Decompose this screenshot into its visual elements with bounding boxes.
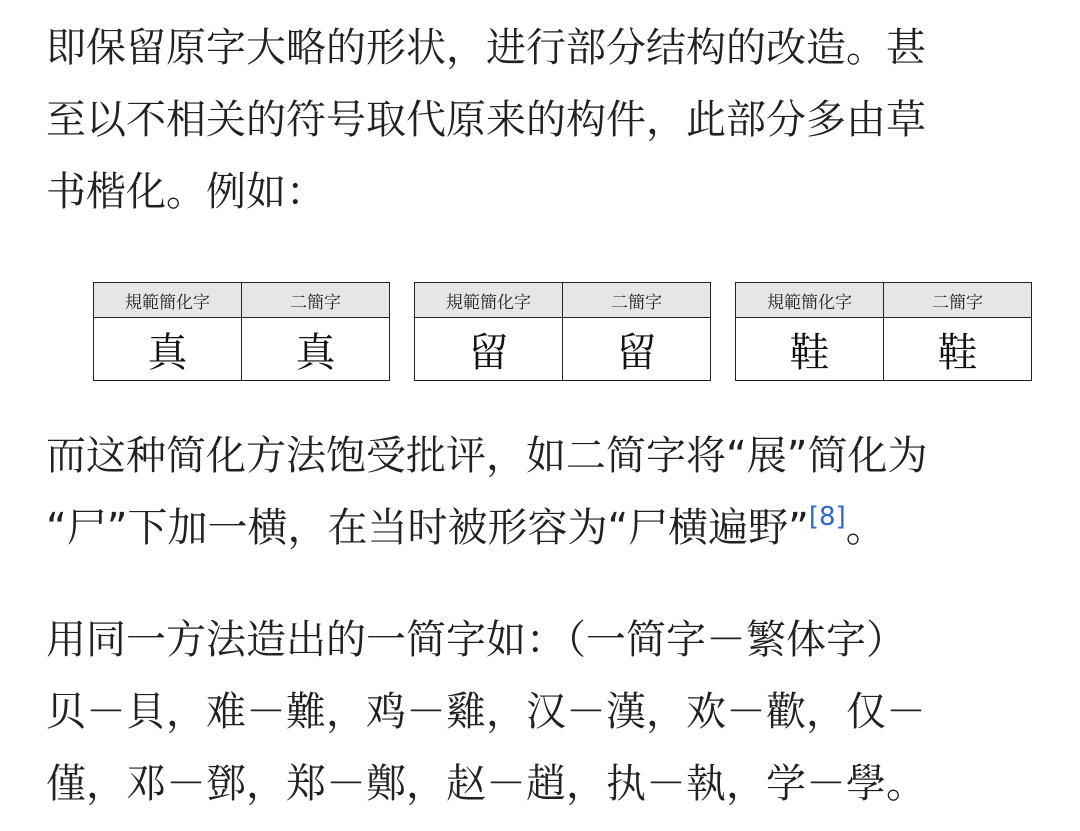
char-second-round: 真 xyxy=(242,318,390,381)
char-standard: 鞋 xyxy=(736,318,884,381)
paragraph-line: 贝－貝，难－難，鸡－雞，汉－漢，欢－歡，仅－ xyxy=(46,689,926,735)
example-table-1 xyxy=(93,282,390,381)
header-second-round: 二簡字 xyxy=(242,283,390,318)
paragraph-line xyxy=(46,492,1036,564)
example-table-3 xyxy=(735,282,1032,381)
paragraph-line: 而这种简化方法饱受批评，如二简字将“展”简化为 xyxy=(46,433,928,479)
char-second-round: 鞋 xyxy=(884,318,1032,381)
criticism-paragraph xyxy=(46,420,1036,564)
paragraph-line: 僅，邓－鄧，郑－鄭，赵－趙，执－執，学－學。 xyxy=(46,761,926,807)
header-standard-simplified: 規範簡化字 xyxy=(94,283,242,318)
char-second-round: 留 xyxy=(563,318,711,381)
paragraph-line: 书楷化。例如： xyxy=(46,169,326,215)
paragraph-line: 即保留原字大略的形状，进行部分结构的改造。甚 xyxy=(46,25,926,71)
header-standard-simplified: 規範簡化字 xyxy=(415,283,563,318)
char-standard: 真 xyxy=(94,318,242,381)
paragraph-line: 用同一方法造出的一简字如：（一简字－繁体字） xyxy=(46,617,906,663)
header-second-round: 二簡字 xyxy=(884,283,1032,318)
citation-link[interactable]: [8] xyxy=(808,502,846,532)
header-standard-simplified: 規範簡化字 xyxy=(736,283,884,318)
char-standard: 留 xyxy=(415,318,563,381)
paragraph-line: 至以不相关的符号取代原来的构件，此部分多由草 xyxy=(46,97,926,143)
header-second-round: 二簡字 xyxy=(563,283,711,318)
intro-paragraph xyxy=(46,12,1036,228)
paragraph-text: 。 xyxy=(845,505,886,551)
example-table-2 xyxy=(414,282,711,381)
paragraph-text: “尸”下加一横，在当时被形容为“尸横遍野” xyxy=(46,505,809,551)
examples-paragraph xyxy=(46,604,1036,820)
